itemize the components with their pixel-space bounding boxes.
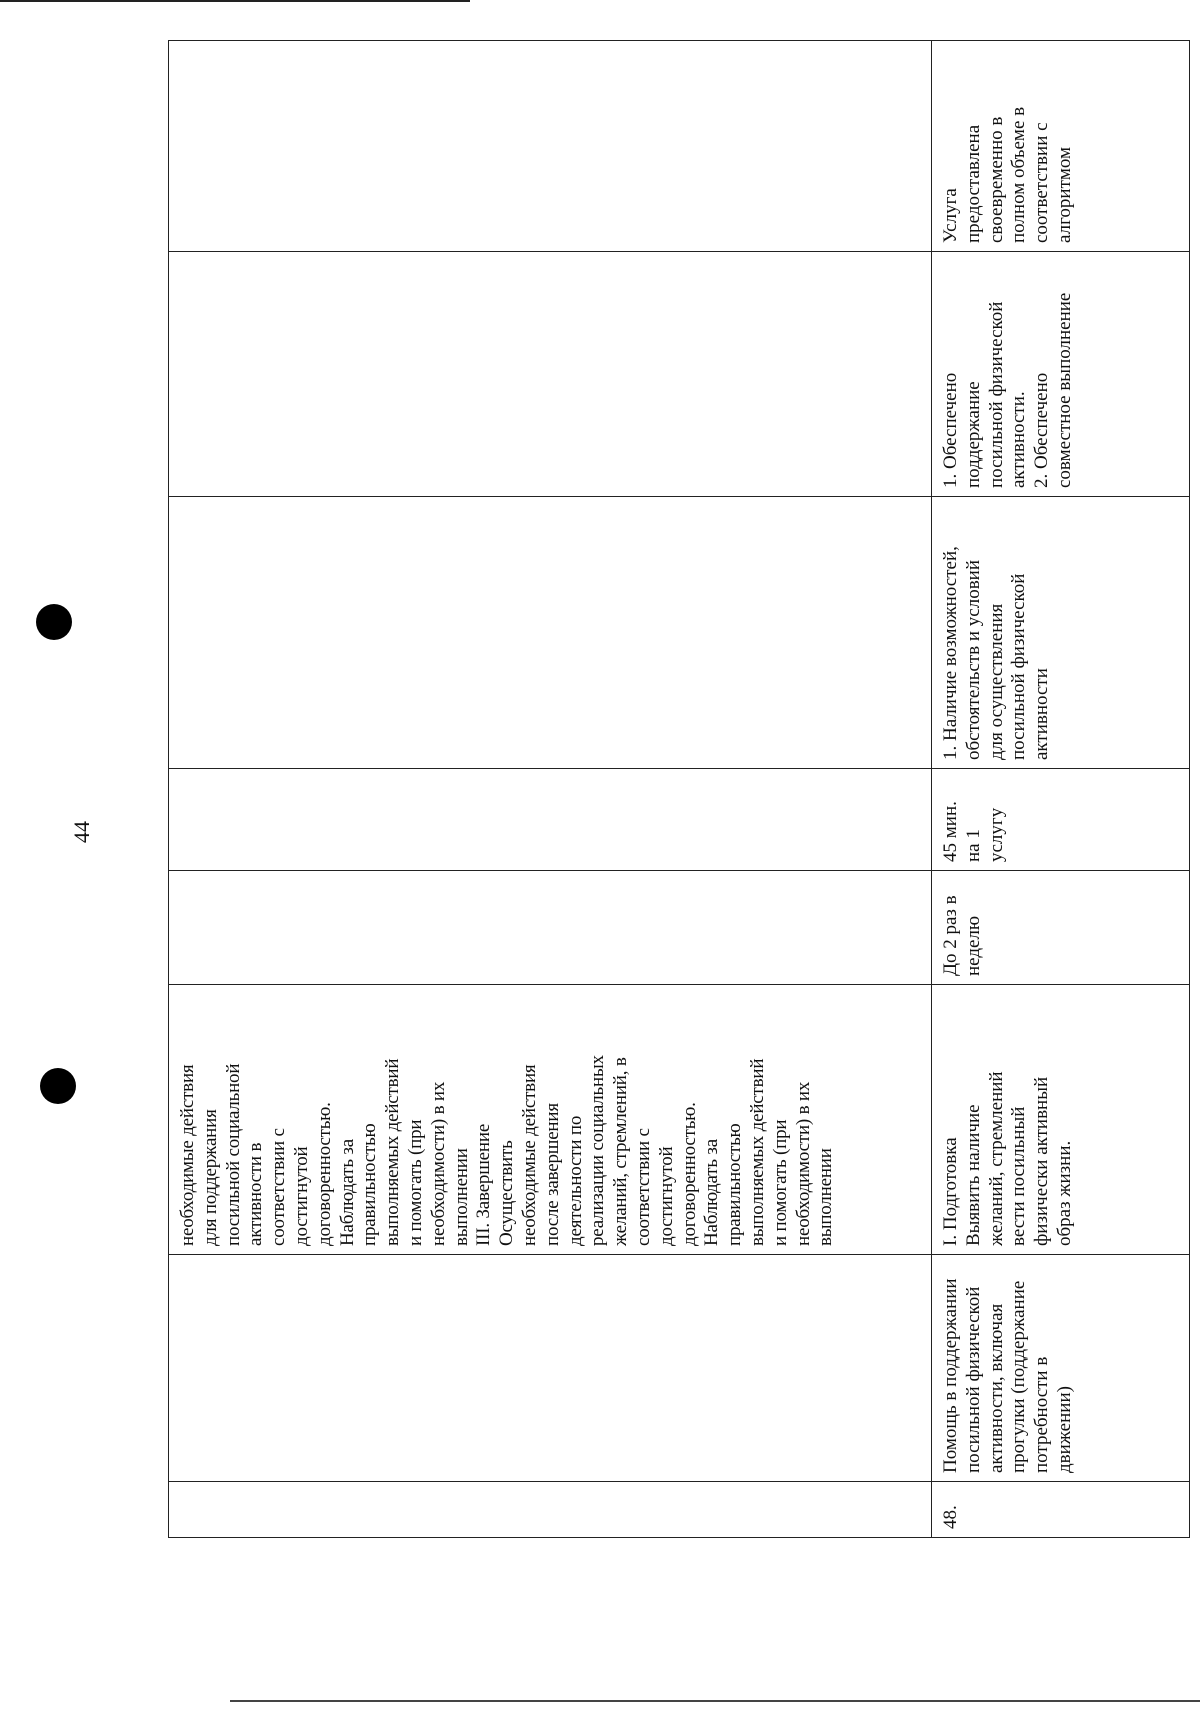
cell-quality bbox=[168, 40, 931, 252]
cell-duration bbox=[168, 769, 931, 871]
page-number: 44 bbox=[69, 821, 94, 843]
punch-hole bbox=[40, 1068, 76, 1104]
table-row-48 bbox=[931, 40, 1190, 1538]
cell-result: 1. Обеспечено поддержание посильной физической активности. 2. Обеспечено совместное выполнение bbox=[931, 252, 1190, 497]
cell-result bbox=[168, 252, 931, 497]
cell-quality: Услуга предоставлена своевременно в полном объеме в соответствии с алгоритмом bbox=[931, 40, 1190, 252]
cell-frequency: До 2 раз в неделю bbox=[931, 871, 1190, 985]
scan-edge-bottom bbox=[230, 1700, 1200, 1702]
cell-procedure: необходимые действия для поддержания посильной социальной активности в соответствии с достигнутой договоренностью. Наблюдать за правильностью выполняемых действий и помогать (при необходимости) в их выполнении III. Завершение Осуществить необходимые действия после завершения деятельности по реализации социальных желаний, стремлений, в соответствии с достигнутой договоренностью. Наблюдать за правильностью выполняемых действий и помогать (при необходимости) в их выполнении bbox=[168, 985, 931, 1255]
cell-number bbox=[168, 1482, 931, 1538]
table-row-continuation bbox=[168, 40, 931, 1538]
cell-service: Помощь в поддержании посильной физической активности, включая прогулки (поддержание потребности в движении) bbox=[931, 1255, 1190, 1482]
cell-frequency bbox=[168, 871, 931, 985]
cell-duration: 45 мин. на 1 услугу bbox=[931, 769, 1190, 871]
scan-edge-top bbox=[0, 0, 470, 2]
cell-service bbox=[168, 1255, 931, 1482]
cell-conditions bbox=[168, 497, 931, 769]
rotated-table-frame bbox=[168, 40, 1190, 1538]
services-table bbox=[168, 40, 1190, 1538]
cell-conditions: 1. Наличие возможностей, обстоятельств и условий для осуществления посильной физической активности bbox=[931, 497, 1190, 769]
cell-procedure: I. Подготовка Выявить наличие желаний, стремлений вести посильный физически активный образ жизни. bbox=[931, 985, 1190, 1255]
punch-hole bbox=[36, 604, 72, 640]
cell-number: 48. bbox=[931, 1482, 1190, 1538]
